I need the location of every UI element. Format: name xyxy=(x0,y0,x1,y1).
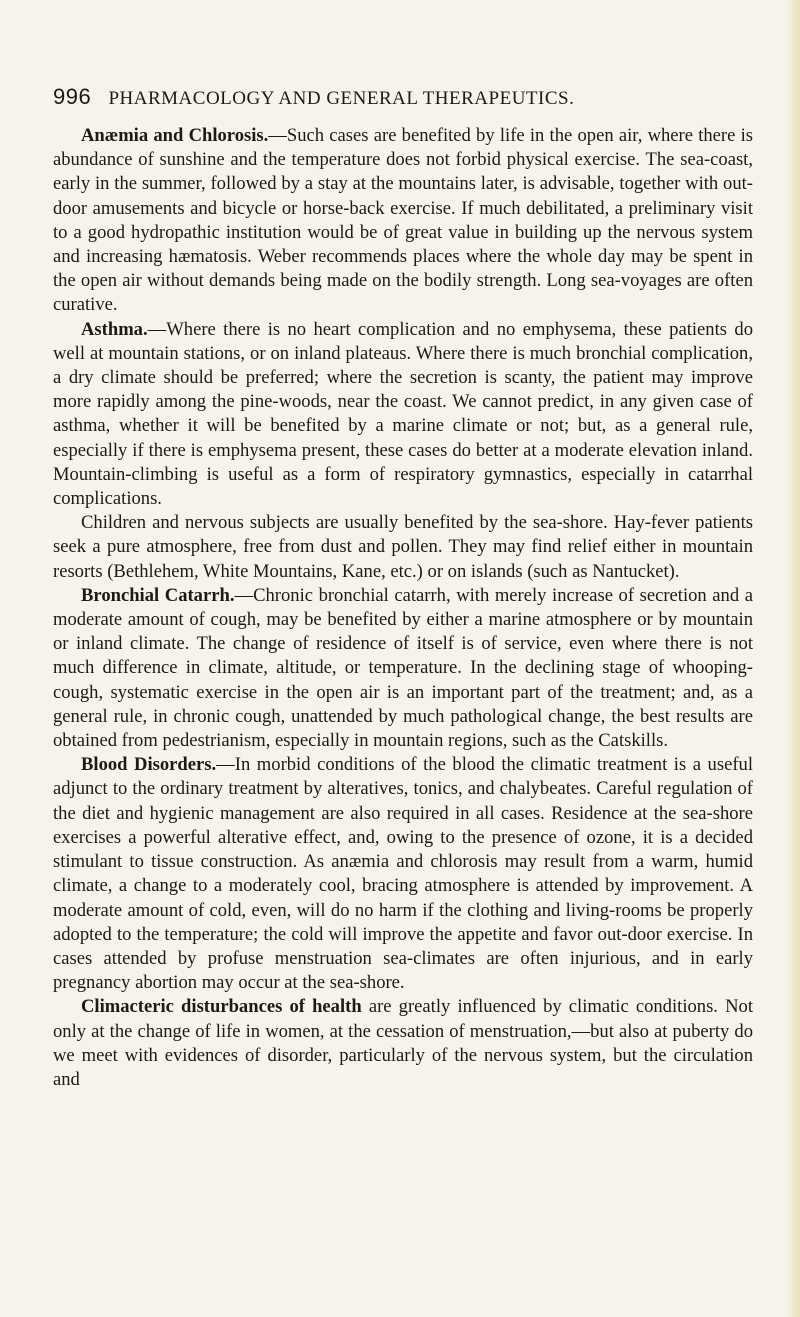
paragraph-climacteric xyxy=(53,995,753,1092)
paragraph-children xyxy=(53,511,753,584)
paragraph-bronchial-catarrh xyxy=(53,584,753,753)
paragraph-heading: Blood Disorders. xyxy=(81,754,217,776)
paragraph-anaemia xyxy=(53,124,753,318)
running-title: PHARMACOLOGY AND GENERAL THERAPEUTICS. xyxy=(108,88,575,109)
paragraph-blood-disorders xyxy=(53,753,753,995)
paragraph-text: —In morbid conditions of the blood the climatic treatment is a useful adjunct to the ordinary treatment by alteratives, tonics, and chalybeates. Careful regulation of the diet and hygienic management are also required in all cases. Residence at the sea-shore exercises a powerful alterative effect, and, owing to the presence of ozone, it is a decided stimulant to tissue construction. As anæmia and chlorosis may result from a warm, humid climate, a change to a moderately cool, bracing atmosphere is attended by improvement. A moderate amount of cold, even, will do no harm if the clothing and living-rooms be properly adopted to the temperature; the cold will improve the appetite and favor out-door exercise. In cases attended by profuse menstruation sea-climates are often injurious, and in early pregnancy abortion may occur at the sea-shore. xyxy=(53,754,753,994)
paragraph-text: —Where there is no heart complication and no emphysema, these patients do well at mountain stations, or on inland plateaus. Where there is much bronchial complication, a dry climate should be preferred; where the secretion is scanty, the patient may improve more rapidly among the pine-woods, near the coast. We cannot predict, in any given case of asthma, whether it will be benefited by a marine climate or not; but, as a general rule, especially if there is emphysema present, these cases do better at a moderate elevation inland. Mountain-climbing is useful as a form of respiratory gymnastics, especially in catarrhal complications. xyxy=(53,318,753,510)
paragraph-heading: Anæmia and Chlorosis. xyxy=(81,125,269,146)
paragraph-heading: Bronchial Catarrh. xyxy=(81,584,235,606)
paragraph-text: Children and nervous subjects are usually benefited by the sea-shore. Hay-fever patients seek a pure atmosphere, free from dust and pollen. They may find relief either in mountain resorts (Bethlehem, White Mountains, Kane, etc.) or on islands (such as Nantucket). xyxy=(53,512,753,582)
paragraph-text: are greatly influenced by climatic conditions. Not only at the change of life in women, at the cessation of menstruation,—but also at puberty do we meet with evidences of disorder, particularly of the nervous system, but the circulation and xyxy=(53,996,753,1090)
body-text xyxy=(53,124,753,1092)
paragraph-heading: Asthma. xyxy=(81,318,148,340)
paragraph-asthma xyxy=(53,318,753,512)
page-edge-shading xyxy=(786,0,800,1317)
paragraph-text: —Such cases are benefited by life in the open air, where there is abundance of sunshine and the temperature does not forbid physical exercise. The sea-coast, early in the summer, followed by a stay at the mountains later, is advisable, together with out-door amusements and bicycle or horse-back exercise. If much debilitated, a preliminary visit to a good hydropathic institution would be of great value in building up the nervous system and increasing hæmatosis. Weber recommends places where the whole day may be spent in the open air without demands being made on the bodily strength. Long sea-voyages are often curative. xyxy=(53,125,753,316)
running-header xyxy=(53,84,753,110)
page-number: 996 xyxy=(53,84,92,109)
paragraph-text: —Chronic bronchial catarrh, with merely increase of secretion and a moderate amount of cough, may be benefited by either a marine atmosphere or by mountain or inland climate. The change of residence of itself is of service, even where there is not much difference in climate, altitude, or temperature. In the declining stage of whooping-cough, systematic exercise in the open air is an important part of the treatment; and, as a general rule, in chronic cough, unattended by much pathological change, the best results are obtained from pedestrianism, especially in mountain regions, such as the Catskills. xyxy=(53,584,753,752)
paragraph-heading: Climacteric disturbances of health xyxy=(81,996,362,1018)
